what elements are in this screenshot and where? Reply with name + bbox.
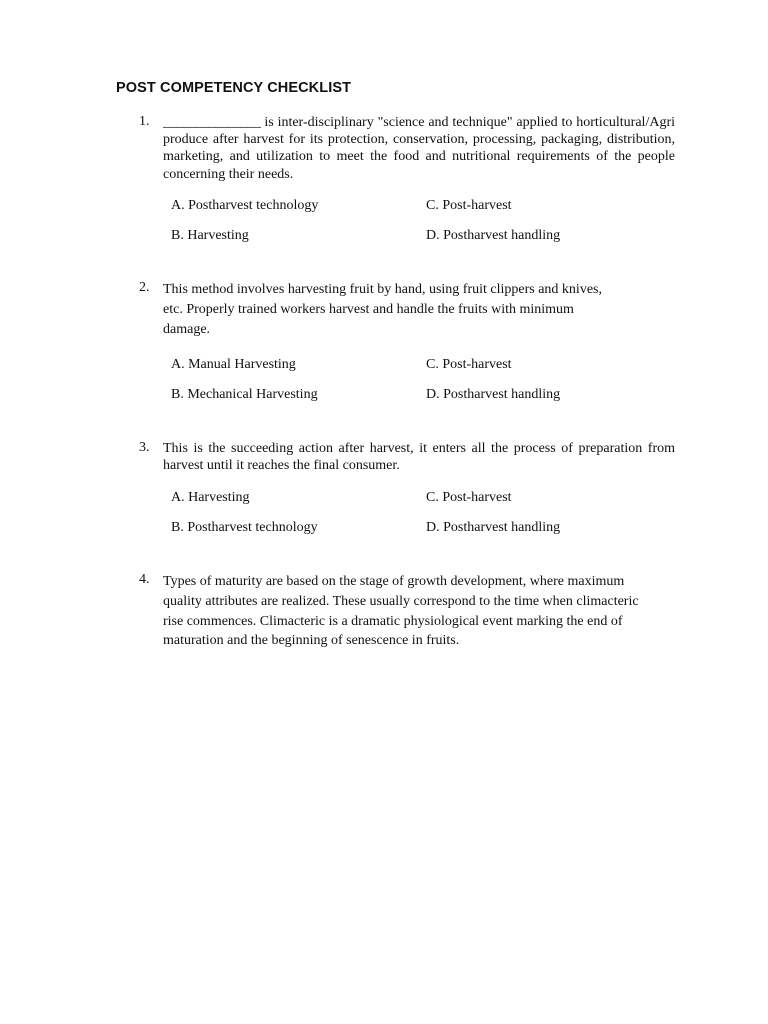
option-b[interactable]: B. Harvesting [171,228,249,243]
option-c[interactable]: C. Post-harvest [426,490,512,505]
option-d[interactable]: D. Postharvest handling [426,520,561,535]
question-2 [139,280,619,342]
option-b[interactable]: B. Postharvest technology [171,520,318,535]
question-number: 3. [139,440,150,455]
option-b[interactable]: B. Mechanical Harvesting [171,387,318,402]
question-number: 2. [139,280,150,295]
option-d[interactable]: D. Postharvest handling [426,387,561,402]
question-number: 4. [139,572,150,587]
question-text: Types of maturity are based on the stage of growth development, where maximum quality attributes are realized. These usually correspond to the time when climacteric rise commences. Climacteric is a dramatic physiological event marking the end of maturation and the beginning of senescence in fruits. [163,574,639,649]
question-text-body: is inter-disciplinary "science and technique" applied to horticultural/Agri produce after harvest for its protection, conservation, processing, packaging, distribution, marketing, and utilization to meet the food and nutritional requirements of the people concerning their needs. [163,115,675,182]
option-a[interactable]: A. Harvesting [171,490,250,505]
option-a[interactable]: A. Postharvest technology [171,198,319,213]
question-1 [139,114,675,184]
option-c[interactable]: C. Post-harvest [426,357,512,372]
question-text: This method involves harvesting fruit by hand, using fruit clippers and knives, etc. Properly trained workers harvest and handle the fruits with minimum damage. [163,282,602,337]
question-text: This is the succeeding action after harvest, it enters all the process of preparation from harvest until it reaches the final consumer. [163,441,675,474]
question-text [163,114,675,183]
question-number: 1. [139,114,150,129]
option-a[interactable]: A. Manual Harvesting [171,357,296,372]
question-4 [139,572,639,654]
option-d[interactable]: D. Postharvest handling [426,228,561,243]
option-c[interactable]: C. Post-harvest [426,198,512,213]
page-title: POST COMPETENCY CHECKLIST [116,80,352,96]
answer-blank: _______________ [163,115,261,130]
question-3 [139,440,675,476]
